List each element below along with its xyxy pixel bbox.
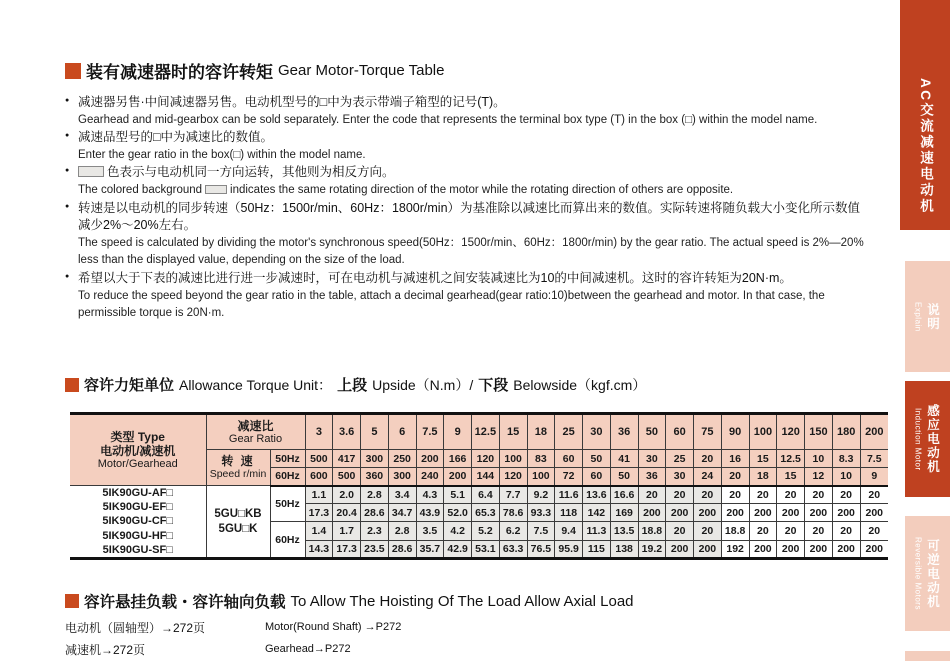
table-cell: 12.5 xyxy=(777,450,805,468)
hz-label-cell: 50Hz xyxy=(270,450,305,468)
note-text-cn: ● 转速是以电动机的同步转速（50Hz：1500r/min、60Hz：1800r/min）为基准除以减速比而算出来的数值。实际转速将随负载大小变化所示数值减少2%～20%左右。 xyxy=(78,200,861,233)
table-cell: 24 xyxy=(694,468,722,486)
table-cell: 50 xyxy=(583,450,611,468)
reference-row xyxy=(65,638,401,660)
table-cell: 200 xyxy=(749,504,777,522)
table-cell: 20 xyxy=(777,522,805,541)
hz-label-cell: 60Hz xyxy=(270,522,305,559)
table-cell: 20 xyxy=(666,522,694,541)
table-cell: 9.2 xyxy=(527,486,555,504)
table-cell: 23.5 xyxy=(361,541,389,559)
table-cell: 18.8 xyxy=(721,522,749,541)
table-cell: 50 xyxy=(610,468,638,486)
table-cell: 120 xyxy=(499,468,527,486)
table-cell: 30 xyxy=(666,468,694,486)
table-cell: 5.2 xyxy=(472,522,500,541)
table-cell: 30 xyxy=(583,414,611,450)
table-cell: 2.3 xyxy=(361,522,389,541)
table-cell: 20 xyxy=(749,486,777,504)
table-cell: 34.7 xyxy=(388,504,416,522)
table-cell: 93.3 xyxy=(527,504,555,522)
table-cell: 20 xyxy=(860,522,888,541)
sidebar-tab-induction-motor[interactable] xyxy=(905,381,950,497)
table-cell: 11.6 xyxy=(555,486,583,504)
table-cell: 5.1 xyxy=(444,486,472,504)
table-cell: 18.8 xyxy=(638,522,666,541)
table-cell: 7.5 xyxy=(527,522,555,541)
speed-label-cell: 转 速 Speed r/min xyxy=(206,450,270,486)
section-title-en: Gear Motor-Torque Table xyxy=(278,62,445,79)
note-text-cn: ● 减速品型号的□中为减速比的数值。 xyxy=(78,130,274,145)
table-cell: 30 xyxy=(638,450,666,468)
table-cell: 100 xyxy=(527,468,555,486)
tab-label-en: Explain xyxy=(913,301,923,332)
table-cell: 200 xyxy=(638,504,666,522)
table-cell: 144 xyxy=(472,468,500,486)
table-cell: 142 xyxy=(583,504,611,522)
unit-lower-cn: 下段 xyxy=(478,377,509,394)
table-cell: 20 xyxy=(832,486,860,504)
table-cell: 50 xyxy=(638,414,666,450)
table-cell: 360 xyxy=(361,468,389,486)
motor-page-link-cn[interactable]: 电动机（圆轴型）→272页 xyxy=(65,620,206,635)
table-cell: 4.3 xyxy=(416,486,444,504)
gear-ratio-header-row xyxy=(70,414,888,450)
table-cell: 20 xyxy=(694,450,722,468)
table-cell: 5 xyxy=(361,414,389,450)
same-direction-color-swatch-icon xyxy=(205,185,227,194)
table-cell: 100 xyxy=(749,414,777,450)
table-cell: 28.6 xyxy=(361,504,389,522)
table-cell: 78.6 xyxy=(499,504,527,522)
load-title-cn: 容许悬挂负载・容许轴向负载 xyxy=(84,594,286,611)
table-cell: 72 xyxy=(555,468,583,486)
table-cell: 76.5 xyxy=(527,541,555,559)
table-cell: 60 xyxy=(666,414,694,450)
table-cell: 15 xyxy=(777,468,805,486)
table-cell: 3.5 xyxy=(416,522,444,541)
table-cell: 60 xyxy=(583,468,611,486)
table-cell: 169 xyxy=(610,504,638,522)
table-cell: 95.9 xyxy=(555,541,583,559)
table-cell: 9 xyxy=(860,468,888,486)
table-cell: 15 xyxy=(749,450,777,468)
table-cell: 28.6 xyxy=(388,541,416,559)
note-text-cn: ● 希望以大于下表的减速比进行进一步减速时，可在电动机与减速机之间安装减速比为10的中间减速机。这时的容许转矩为20N·m。 xyxy=(78,270,792,285)
gearhead-models-cell: 5GU□KB 5GU□K xyxy=(206,486,270,559)
table-cell: 12.5 xyxy=(472,414,500,450)
note-item xyxy=(65,164,865,199)
table-cell: 500 xyxy=(333,468,361,486)
table-cell: 150 xyxy=(805,414,833,450)
table-cell: 7.5 xyxy=(416,414,444,450)
tab-label-en: Induction Motor xyxy=(913,407,923,471)
table-cell: 63.3 xyxy=(499,541,527,559)
table-cell: 200 xyxy=(777,541,805,559)
table-cell: 3.6 xyxy=(333,414,361,450)
note-text-en: To reduce the speed beyond the gear ratio in the table, attach a decimal gearhead(gear ratio:10)between the gearhead and motor. In that case, the permissible torque is 20N·m. xyxy=(78,289,825,320)
sidebar-tab-reversible-motors[interactable] xyxy=(905,516,950,631)
note-item xyxy=(65,129,865,164)
table-cell: 16.6 xyxy=(610,486,638,504)
table-cell: 10 xyxy=(832,468,860,486)
table-cell: 13.6 xyxy=(583,486,611,504)
table-cell: 2.0 xyxy=(333,486,361,504)
table-cell: 115 xyxy=(583,541,611,559)
table-cell: 20 xyxy=(721,486,749,504)
table-cell: 7.7 xyxy=(499,486,527,504)
table-cell: 8.3 xyxy=(832,450,860,468)
table-cell: 36 xyxy=(638,468,666,486)
table-cell: 18 xyxy=(527,414,555,450)
table-cell: 417 xyxy=(333,450,361,468)
note-text-en: Enter the gear ratio in the box(□) within the model name. xyxy=(78,148,366,161)
table-cell: 200 xyxy=(416,450,444,468)
table-cell: 3.4 xyxy=(388,486,416,504)
table-cell: 9 xyxy=(444,414,472,450)
table-cell: 17.3 xyxy=(305,504,333,522)
table-cell: 20 xyxy=(721,468,749,486)
note-item xyxy=(65,200,865,270)
table-cell: 100 xyxy=(499,450,527,468)
table-cell: 1.7 xyxy=(333,522,361,541)
note-text-cn: ● 减速器另售·中间减速器另售。电动机型号的□中为表示带端子箱型的记号(T)。 xyxy=(78,95,506,109)
sidebar-category-ac-gear-motor[interactable] xyxy=(900,0,950,230)
sidebar-tab-partial[interactable] xyxy=(905,651,950,661)
table-cell: 200 xyxy=(805,504,833,522)
table-cell: 138 xyxy=(610,541,638,559)
table-cell: 200 xyxy=(666,504,694,522)
table-cell: 20 xyxy=(666,486,694,504)
table-cell: 200 xyxy=(805,541,833,559)
table-cell: 25 xyxy=(666,450,694,468)
table-cell: 19.2 xyxy=(638,541,666,559)
table-cell: 60 xyxy=(555,450,583,468)
table-cell: 200 xyxy=(444,468,472,486)
table-cell: 200 xyxy=(694,504,722,522)
table-cell: 600 xyxy=(305,468,333,486)
table-cell: 200 xyxy=(749,541,777,559)
table-cell: 200 xyxy=(777,504,805,522)
motor-models-cell: 5IK90GU-AF□ 5IK90GU-EF□ 5IK90GU-CF□ 5IK90GU-HF□ 5IK90GU-SF□ xyxy=(70,486,206,559)
notes-list xyxy=(65,94,865,323)
unit-title-en: Allowance Torque Unit： xyxy=(179,376,333,393)
table-cell: 240 xyxy=(416,468,444,486)
table-cell: 1.1 xyxy=(305,486,333,504)
hz-label-cell: 60Hz xyxy=(270,468,305,486)
table-cell: 43.9 xyxy=(416,504,444,522)
table-cell: 14.3 xyxy=(305,541,333,559)
table-cell: 20 xyxy=(694,522,722,541)
table-cell: 25 xyxy=(555,414,583,450)
page-reference-links xyxy=(65,616,401,660)
section-title-cn: 装有减速器时的容许转矩 xyxy=(86,63,273,82)
table-cell: 192 xyxy=(721,541,749,559)
table-cell: 11.3 xyxy=(583,522,611,541)
table-cell: 53.1 xyxy=(472,541,500,559)
table-cell: 300 xyxy=(388,468,416,486)
reference-row xyxy=(65,616,401,638)
sidebar-category-label: AC交流减速电动机 xyxy=(918,77,933,214)
table-cell: 200 xyxy=(721,504,749,522)
table-cell: 16 xyxy=(721,450,749,468)
tab-label-cn: 可逆电动机 xyxy=(925,538,940,609)
same-direction-color-swatch-icon xyxy=(78,166,104,177)
table-cell: 20 xyxy=(860,486,888,504)
table-cell: 20 xyxy=(832,522,860,541)
unit-upper-cn: 上段 xyxy=(337,377,368,394)
table-cell: 4.2 xyxy=(444,522,472,541)
table-cell: 250 xyxy=(388,450,416,468)
table-cell: 20 xyxy=(805,486,833,504)
table-cell: 300 xyxy=(361,450,389,468)
note-item xyxy=(65,270,865,323)
type-header-cell: 类型 Type 电动机/减速机 Motor/Gearhead xyxy=(70,414,206,486)
table-cell: 6 xyxy=(388,414,416,450)
table-cell: 65.3 xyxy=(472,504,500,522)
table-cell: 20 xyxy=(749,522,777,541)
table-cell: 20.4 xyxy=(333,504,361,522)
unit-title-cn: 容许力矩单位 xyxy=(84,377,175,394)
tab-label-cn: 说明 xyxy=(925,302,940,331)
table-cell: 200 xyxy=(860,414,888,450)
table-cell: 1.4 xyxy=(305,522,333,541)
table-cell: 120 xyxy=(472,450,500,468)
table-cell: 6.4 xyxy=(472,486,500,504)
note-item xyxy=(65,94,865,129)
section-title-allow-load xyxy=(65,590,634,612)
table-cell: 83 xyxy=(527,450,555,468)
unit-lower-en: Belowside（kgf.cm） xyxy=(513,376,647,393)
hz-label-cell: 50Hz xyxy=(270,486,305,522)
section-title-gear-motor-torque xyxy=(65,58,444,83)
table-cell: 2.8 xyxy=(388,522,416,541)
table-cell: 13.5 xyxy=(610,522,638,541)
table-cell: 10 xyxy=(805,450,833,468)
load-title-en: To Allow The Hoisting Of The Load Allow Axial Load xyxy=(290,592,634,610)
table-cell: 20 xyxy=(805,522,833,541)
orange-square-bullet-icon xyxy=(65,594,79,608)
table-cell: 52.0 xyxy=(444,504,472,522)
unit-upper-en: Upside（N.m）/ xyxy=(372,376,474,393)
note-text-en: Gearhead and mid-gearbox can be sold separately. Enter the code that represents the terminal box type (T) in the box (□) within the model name. xyxy=(78,113,818,126)
table-cell: 15 xyxy=(499,414,527,450)
table-cell: 120 xyxy=(777,414,805,450)
section-title-allowance-torque-unit xyxy=(65,374,646,395)
motor-page-link-en[interactable]: Motor(Round Shaft) →P272 xyxy=(265,621,402,633)
note-text-en: The speed is calculated by dividing the motor's synchronous speed(50Hz：1500r/min、60Hz：1800r/min) by the gear ratio. The actual speed is 2%—20% less than the displayed value, depending on the size of the load. xyxy=(78,236,864,267)
table-cell: 200 xyxy=(666,541,694,559)
table-cell: 118 xyxy=(555,504,583,522)
table-cell: 75 xyxy=(694,414,722,450)
orange-square-bullet-icon xyxy=(65,63,81,79)
table-cell: 180 xyxy=(832,414,860,450)
orange-square-bullet-icon xyxy=(65,378,79,392)
torque-50hz-nm-row xyxy=(70,486,888,504)
table-cell: 9.4 xyxy=(555,522,583,541)
table-cell: 18 xyxy=(749,468,777,486)
table-cell: 200 xyxy=(832,504,860,522)
table-cell: 36 xyxy=(610,414,638,450)
table-cell: 200 xyxy=(860,504,888,522)
table-cell: 12 xyxy=(805,468,833,486)
gearhead-page-link-en[interactable]: Gearhead→P272 xyxy=(265,643,351,655)
table-cell: 17.3 xyxy=(333,541,361,559)
table-cell: 200 xyxy=(694,541,722,559)
table-cell: 2.8 xyxy=(361,486,389,504)
gear-ratio-label-cell: 减速比 Gear Ratio xyxy=(206,414,305,450)
gearhead-page-link-cn[interactable]: 减速机→272页 xyxy=(65,642,146,657)
table-cell: 166 xyxy=(444,450,472,468)
table-cell: 20 xyxy=(638,486,666,504)
table-cell: 90 xyxy=(721,414,749,450)
table-cell: 6.2 xyxy=(499,522,527,541)
table-cell: 41 xyxy=(610,450,638,468)
tab-label-en: Reversible Motors xyxy=(913,537,923,610)
table-cell: 200 xyxy=(832,541,860,559)
table-cell: 500 xyxy=(305,450,333,468)
table-cell: 20 xyxy=(694,486,722,504)
tab-label-cn: 感应电动机 xyxy=(925,404,940,474)
table-cell: 20 xyxy=(777,486,805,504)
table-cell: 42.9 xyxy=(444,541,472,559)
note-text-en: The colored background indicates the same rotating direction of the motor while the rotating direction of others are opposite. xyxy=(78,183,734,196)
table-cell: 7.5 xyxy=(860,450,888,468)
table-cell: 200 xyxy=(860,541,888,559)
sidebar-tab-explain[interactable] xyxy=(905,261,950,372)
table-cell: 35.7 xyxy=(416,541,444,559)
gear-motor-torque-table xyxy=(70,412,888,560)
table-cell: 3 xyxy=(305,414,333,450)
note-text-cn: ● 色表示与电动机同一方向运转，其他则为相反方向。 xyxy=(78,164,865,182)
